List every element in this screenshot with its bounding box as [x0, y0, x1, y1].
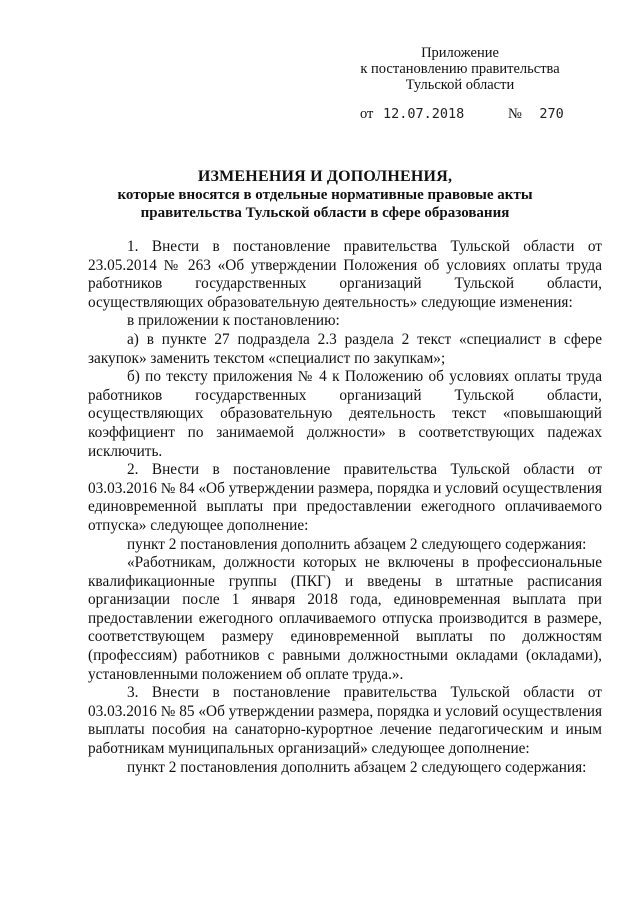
paragraph-8: 3. Внести в постановление правительства Тульской области от 03.03.2016 № 85 «Об утверждении размера, порядка и условий осуществления выплаты пособия на санаторно-курортное лечение педагогическим и иным работникам муниципальных организаций» следующее дополнение:: [88, 684, 602, 758]
paragraph-7: «Работникам, должности которых не включены в профессиональные квалификационные группы (ПКГ) и введены в штатные расписания организации после 1 января 2018 года, единовременная выплата при предоставлении ежегодного оплачиваемого отпуска производится в размере, соответствующем размеру единовременной выплаты по должностям (профессиям) работников с равными должностными окладами (окладами), установленными положением об оплате труда.».: [88, 554, 602, 683]
title-line-2: которые вносятся в отдельные нормативные правовые акты: [117, 187, 533, 203]
paragraph-1: 1. Внести в постановление правительства Тульской области от 23.05.2014 № 263 «Об утверждении Положения об условиях оплаты труда работников государственных организаций Тульской области, осуществляющих образовательную деятельность» следующие изменения:: [88, 238, 602, 311]
document-body: [88, 238, 602, 777]
number-value: 270: [539, 106, 564, 122]
number-sign: №: [507, 106, 522, 122]
paragraph-3: а) в пункте 27 подраздела 2.3 раздела 2 текст «специалист в сфере закупок» заменить текстом «специалист по закупкам»;: [88, 330, 602, 367]
document-title: [60, 168, 590, 222]
appendix-line-2: к постановлению правительства: [360, 61, 560, 77]
appendix-line-3: Тульской области: [405, 77, 515, 93]
paragraph-2: в приложении к постановлению:: [127, 312, 340, 330]
title-line-1: ИЗМЕНЕНИЯ И ДОПОЛНЕНИЯ,: [197, 168, 453, 185]
appendix-header: [330, 45, 590, 93]
appendix-line-1: Приложение: [421, 45, 499, 61]
paragraph-4: б) по тексту приложения № 4 к Положению об условиях оплаты труда работников государственных организаций Тульской области, осуществляющих образовательную деятельность текст «повышающий коэффициент по занимаемой должности» в соответствующих падежах исключить.: [88, 368, 602, 460]
date-value: 12.07.2018: [383, 106, 465, 122]
paragraph-9: пункт 2 постановления дополнить абзацем 2 следующего содержания:: [127, 758, 587, 776]
date-prefix: от: [360, 106, 374, 122]
paragraph-5: 2. Внести в постановление правительства Тульской области от 03.03.2016 № 84 «Об утверждении размера, порядка и условий осуществления единовременной выплаты при предоставлении ежегодного оплачиваемого отпуска» следующее дополнение:: [88, 461, 602, 534]
date-number-line: [360, 106, 564, 123]
paragraph-6: пункт 2 постановления дополнить абзацем 2 следующего содержания:: [127, 535, 587, 553]
title-line-3: правительства Тульской области в сфере образования: [140, 205, 510, 221]
